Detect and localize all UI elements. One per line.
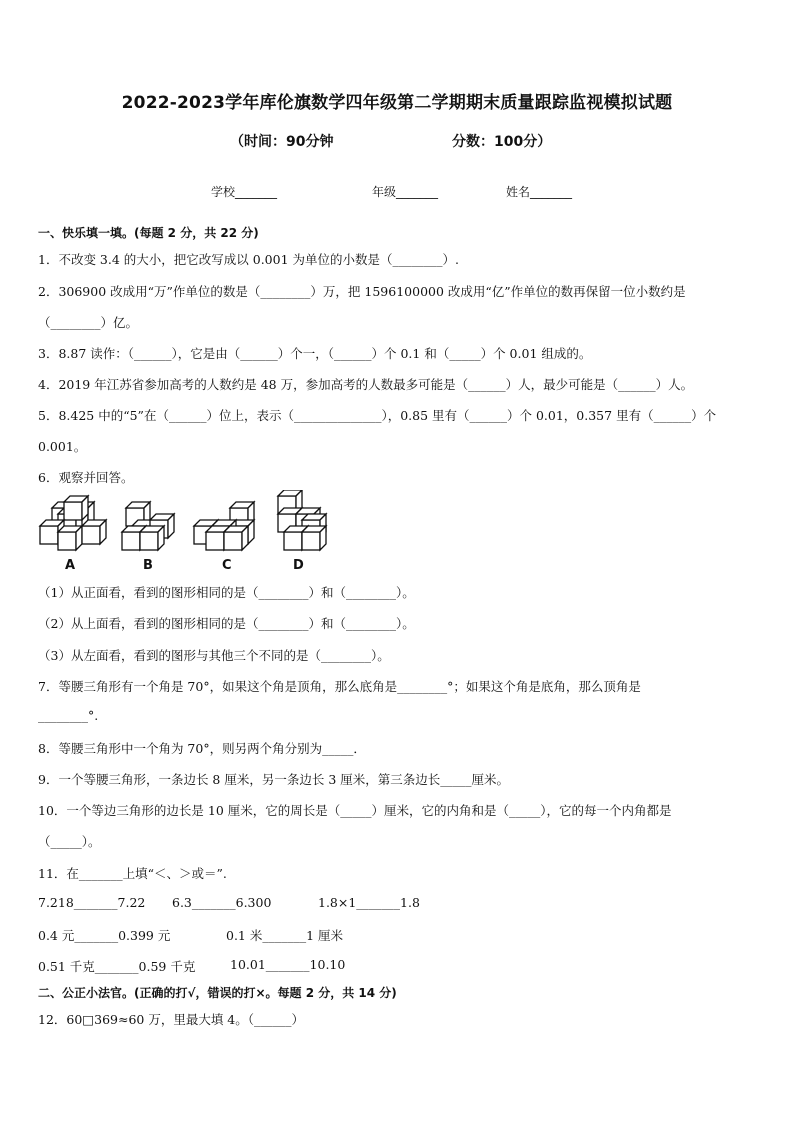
compare-item: 0.51 千克_______0.59 千克 <box>38 959 196 974</box>
question-2-line-2: （________）亿。 <box>38 315 139 330</box>
question-5-line-1: 5．8.425 中的“5”在（______）位上，表示（______________），0.85 里有（______）个 0.01，0.357 里有（______）个 <box>38 408 717 423</box>
question-5-line-2: 0.001。 <box>38 439 87 454</box>
figure-label-c: C <box>222 558 232 573</box>
question-6-1: （1）从正面看，看到的图形相同的是（________）和（________）。 <box>38 585 415 600</box>
question-1: 1．不改变 3.4 的大小，把它改写成以 0.001 为单位的小数是（________）. <box>38 252 459 267</box>
exam-score: 分数：100分） <box>452 134 552 150</box>
question-12: 12．60□369≈60 万，里最大填 4。（______） <box>38 1012 305 1027</box>
figure-label-d: D <box>293 558 304 573</box>
question-9: 9．一个等腰三角形，一条边长 8 厘米，另一条边长 3 厘米，第三条边长_____厘米。 <box>38 772 510 787</box>
question-6-2: （2）从上面看，看到的图形相同的是（________）和（________）。 <box>38 616 415 631</box>
question-11: 11．在_______上填“＜、＞或＝”. <box>38 866 227 881</box>
exam-title: 2022-2023学年库伦旗数学四年级第二学期期末质量跟踪监视模拟试题 <box>121 93 673 113</box>
school-field[interactable]: 学校_______ <box>211 185 278 199</box>
figure-label-b: B <box>143 558 153 573</box>
exam-time: （时间：90分钟 <box>230 134 334 150</box>
question-7-line-1: 7．等腰三角形有一个角是 70°，如果这个角是顶角，那么底角是________°；如果这个角是底角，那么顶角是 <box>38 679 641 694</box>
question-3: 3．8.87 读作：（______），它是由（______）个一，（______）个 0.1 和（_____）个 0.01 组成的。 <box>38 346 592 361</box>
figure-a <box>40 496 106 550</box>
question-6: 6．观察并回答。 <box>38 470 134 485</box>
section-2-heading: 二、公正小法官。(正确的打√，错误的打×。每题 2 分，共 14 分) <box>38 986 397 1000</box>
question-7-line-2: ________°. <box>38 708 99 723</box>
question-10-line-2: （_____）。 <box>38 834 101 849</box>
compare-item: 6.3_______6.300 <box>172 895 272 910</box>
question-6-3: （3）从左面看，看到的图形与其他三个不同的是（________）。 <box>38 648 390 663</box>
figure-label-a: A <box>65 558 76 573</box>
figure-d <box>278 490 326 550</box>
compare-item: 0.1 米_______1 厘米 <box>226 928 344 943</box>
cube-figures <box>34 490 334 554</box>
compare-item: 0.4 元_______0.399 元 <box>38 928 171 943</box>
question-10-line-1: 10．一个等边三角形的边长是 10 厘米，它的周长是（_____）厘米，它的内角和是（_____），它的每一个内角都是 <box>38 803 672 818</box>
question-8: 8．等腰三角形中一个角为 70°，则另两个角分别为_____． <box>38 741 366 756</box>
grade-field[interactable]: 年级_______ <box>372 185 439 199</box>
compare-item: 7.218_______7.22 <box>38 895 146 910</box>
section-1-heading: 一、快乐填一填。(每题 2 分，共 22 分) <box>38 226 259 240</box>
question-2-line-1: 2．306900 改成用“万”作单位的数是（________）万，把 1596100000 改成用“亿”作单位的数再保留一位小数约是 <box>38 284 686 299</box>
name-field[interactable]: 姓名_______ <box>506 185 573 199</box>
compare-item: 1.8×1_______1.8 <box>318 895 420 910</box>
compare-item: 10.01_______10.10 <box>230 957 346 972</box>
question-4: 4．2019 年江苏省参加高考的人数约是 48 万，参加高考的人数最多可能是（______）人，最少可能是（______）人。 <box>38 377 694 392</box>
figure-c <box>194 502 254 550</box>
figure-b <box>122 502 174 550</box>
